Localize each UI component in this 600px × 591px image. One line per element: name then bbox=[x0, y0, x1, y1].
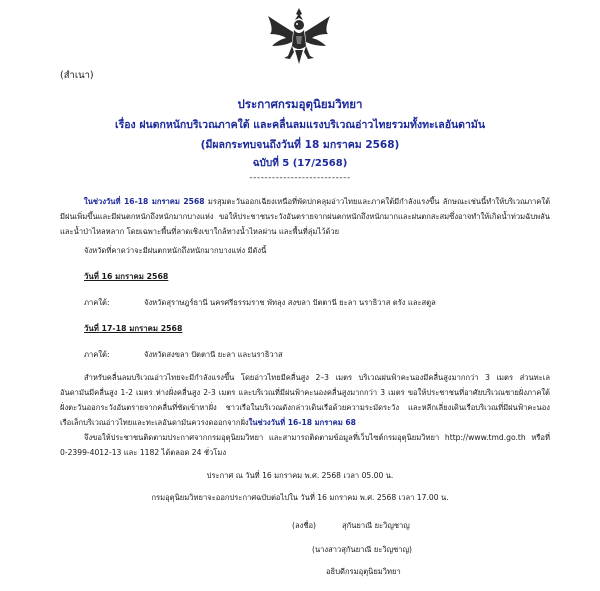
garuda-emblem-icon bbox=[266, 6, 332, 68]
provinces-intro: จังหวัดที่คาดว่าจะมีฝนตกหนักถึงหนักมากบางแห่ง มีดังนี้ bbox=[84, 246, 267, 255]
announcement-subject: เรื่อง ฝนตกหนักบริเวณภาคใต้ และคลื่นลมแรงบริเวณอ่าวไทยรวมทั้งทะเลอันดามัน bbox=[115, 119, 485, 131]
date-heading-2: วันที่ 17-18 มกราคม 2568 bbox=[84, 324, 183, 333]
paragraph-forecast bbox=[60, 194, 550, 239]
waves-text: สำหรับคลื่นลมบริเวณอ่าวไทยจะมีกำลังแรงขึ้น โดยอ่าวไทยมีคลื่นสูง 2–3 เมตร บริเวณฝนฟ้าคะนองมีคลื่นสูงมากกว่า 3 เมตร ส่วนทะเลอันดามันมีคลื่นสูง 1-2 เมตร ห่างฝั่งคลื่นสูง 2-3 เมตร และบริเวณที่มีฝนฟ้าคะนองคลื่นสูงมากกว่า 3 เมตร ขอให้ประชาชนที่อาศัยบริเวณชายฝั่งภาคใต้ฝั่งตะวันออกระวังอันตรายจากคลื่นที่ซัดเข้าหาฝั่ง ชาวเรือในบริเวณดังกล่าวเดินเรือด้วยความระมัดระวัง และหลีกเลี่ยงเดินเรือบริเวณที่มีฝนฟ้าคะนอง เรือเล็กบริเวณอ่าวไทยและทะเลอันดามันควรงดออกจากฝั่ง bbox=[60, 373, 550, 427]
region-line-1 bbox=[84, 297, 436, 309]
next-issue-notice: กรมอุตุนิยมวิทยาจะออกประกาศฉบับต่อไปใน วันที่ 16 มกราคม พ.ศ. 2568 เวลา 17.00 น. bbox=[151, 493, 449, 502]
date-heading-1: วันที่ 16 มกราคม 2568 bbox=[84, 272, 169, 281]
issue-number: ฉบับที่ 5 (17/2568) bbox=[252, 158, 348, 169]
waves-date-highlight: ในช่วงวันที่ 16-18 มกราคม 68 bbox=[248, 418, 356, 427]
signer-full-name: (นางสาวสุกันยาณี ยะวิญชาญ) bbox=[312, 545, 412, 554]
paragraph-waves bbox=[60, 370, 550, 430]
effect-period: (มีผลกระทบจนถึงวันที่ 18 มกราคม 2568) bbox=[200, 139, 400, 151]
signature-label: (ลงชื่อ) bbox=[292, 521, 317, 530]
announced-datetime: ประกาศ ณ วันที่ 16 มกราคม พ.ศ. 2568 เวลา 05.00 น. bbox=[206, 471, 394, 480]
separator: --------------------------- bbox=[249, 173, 351, 183]
province-list: จังหวัดสุราษฎร์ธานี นครศรีธรรมราช พัทลุง สงขลา ปัตตานี ยะลา นราธิวาส ตรัง และสตูล bbox=[144, 298, 436, 307]
paragraph-contact: จึงขอให้ประชาชนติดตามประกาศจากกรมอุตุนิยมวิทยา และสามารถติดตามข้อมูลที่เว็บไซต์กรมอุตุนิยมวิทยา http://www.tmd.go.th หรือที่ 0-2399-4012-13 และ 1182 ได้ตลอด 24 ชั่วโมง bbox=[60, 433, 550, 457]
region-label: ภาคใต้: bbox=[84, 350, 110, 359]
copy-mark: (สำเนา) bbox=[60, 70, 94, 81]
forecast-date-highlight: ในช่วงวันที่ 16-18 มกราคม 2568 bbox=[84, 197, 205, 206]
forecast-text: มรสุมตะวันออกเฉียงเหนือที่พัดปกคลุมอ่าวไทยและภาคใต้มีกำลังแรงขึ้น ลักษณะเช่นนี้ทำให้บริเวณภาคใต้มีฝนเพิ่มขึ้นและมีฝนตกหนักถึงหนักมากบางแห่ง ขอให้ประชาชนระวังอันตรายจากฝนตกหนักถึงหนักมากและฝนตกสะสมซึ่งอาจทำให้เกิดน้ำท่วมฉับพลัน และน้ำป่าไหลหลาก โดยเฉพาะพื้นที่ลาดเชิงเขาใกล้ทางน้ำไหลผ่าน และพื้นที่ลุ่มไว้ด้วย bbox=[60, 197, 551, 236]
province-list: จังหวัดสงขลา ปัตตานี ยะลา และนราธิวาส bbox=[144, 350, 283, 359]
announcement-title: ประกาศกรมอุตุนิยมวิทยา bbox=[237, 97, 363, 111]
region-label: ภาคใต้: bbox=[84, 298, 110, 307]
signature-name: สุกันยาณี ยะวิญชาญ bbox=[342, 521, 410, 530]
signature-line bbox=[292, 520, 410, 532]
signer-position: อธิบดีกรมอุตุนิยมวิทยา bbox=[326, 567, 401, 576]
region-line-2 bbox=[84, 349, 283, 361]
